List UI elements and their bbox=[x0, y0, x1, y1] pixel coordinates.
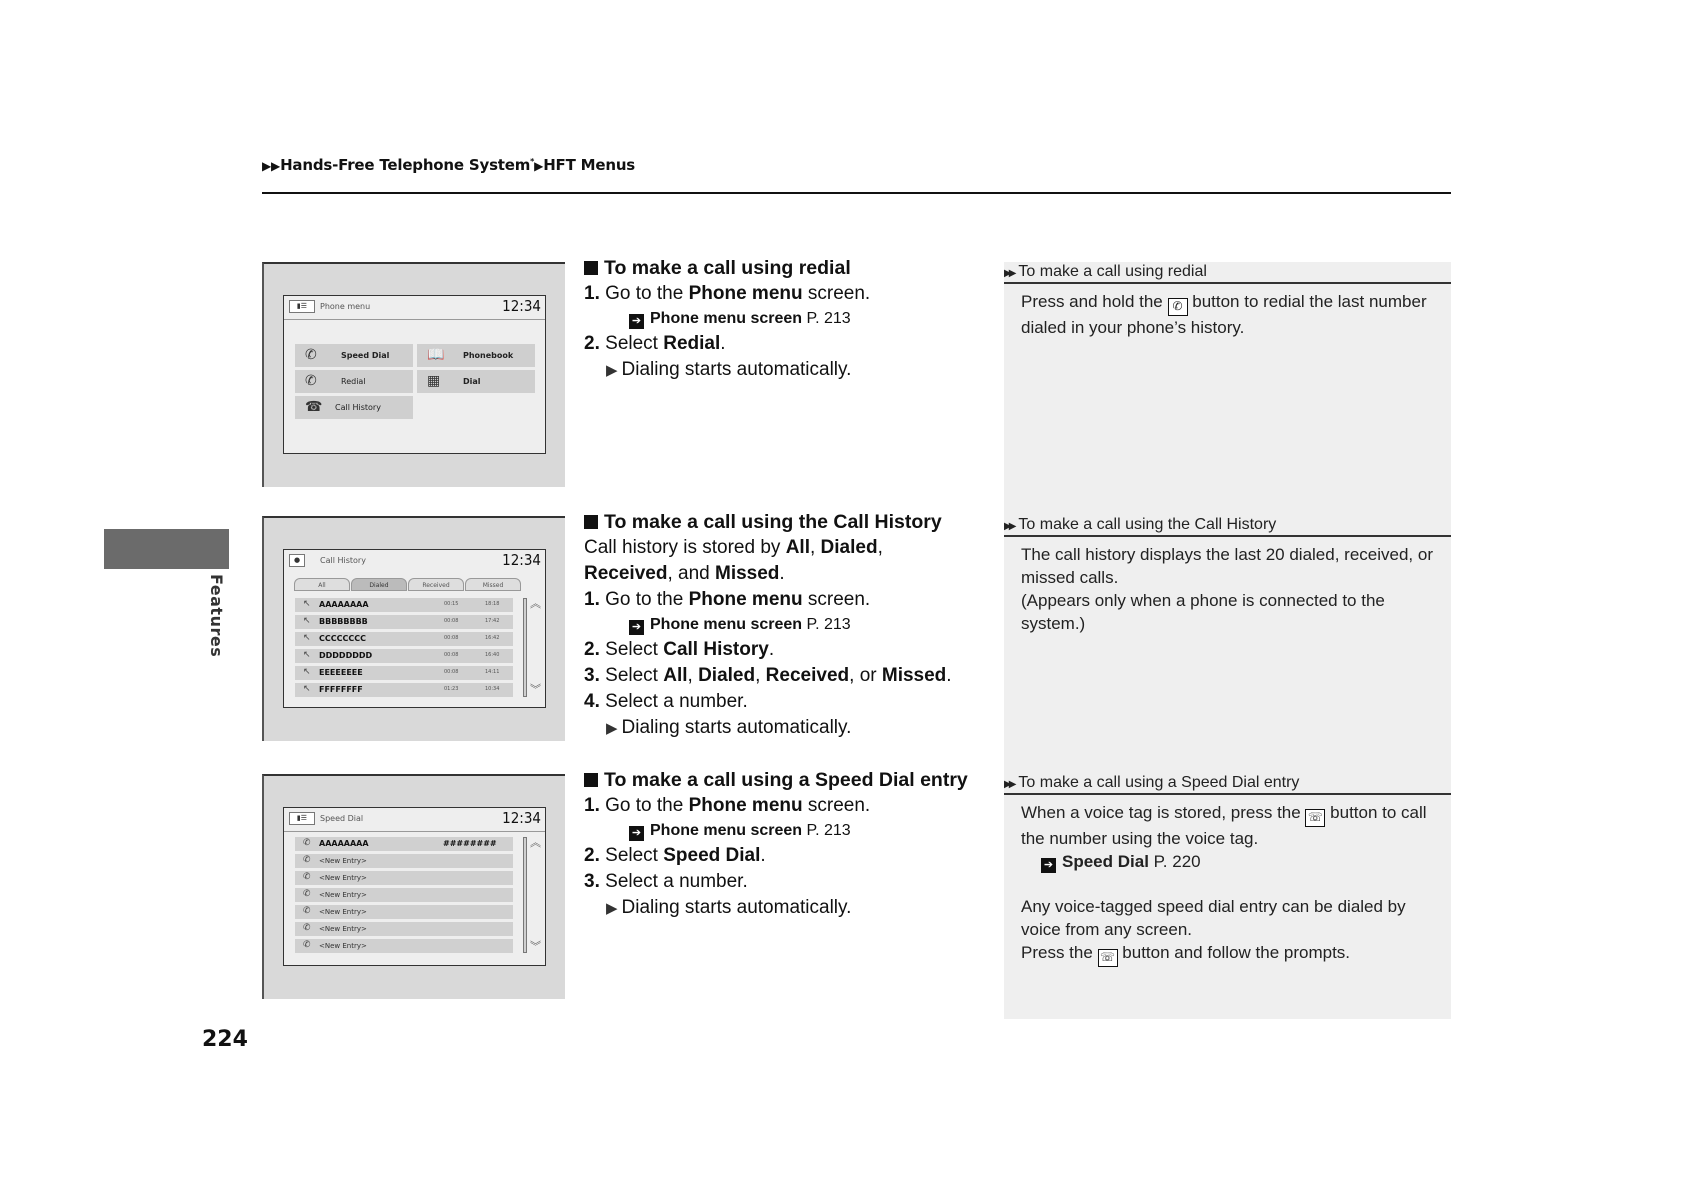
chapter-tab bbox=[104, 529, 229, 569]
phone-menu-reference-link[interactable]: ➔ Phone menu screen P. 213 bbox=[584, 819, 994, 843]
tab-dialed[interactable]: Dialed bbox=[351, 578, 407, 591]
history-row[interactable]: ↖ FFFFFFFF 01:23 10:34 bbox=[295, 683, 513, 697]
phone-icon: ✆ bbox=[303, 838, 311, 848]
bullet-square-icon bbox=[584, 773, 598, 787]
screen-clock: 12:34 bbox=[502, 297, 541, 315]
step-3: 3. Select All, Dialed, Received, or Missed. bbox=[584, 665, 952, 686]
keypad-icon: ▦ bbox=[427, 373, 441, 389]
scroll-up-icon[interactable]: ︽ bbox=[530, 836, 541, 849]
history-tabs bbox=[294, 578, 537, 592]
tab-all[interactable]: All bbox=[294, 578, 350, 591]
result-arrow-icon: ▶ bbox=[606, 720, 618, 737]
history-row[interactable]: ↖ DDDDDDDD 00:08 16:40 bbox=[295, 649, 513, 663]
call-history-screenshot bbox=[262, 516, 565, 741]
redial-button[interactable]: ✆ Redial bbox=[295, 370, 413, 393]
call-history-screen bbox=[283, 549, 546, 708]
speed-dial-row[interactable]: ✆ <New Entry> bbox=[295, 854, 513, 868]
divider bbox=[284, 831, 545, 832]
speed-dial-row[interactable]: ✆ <New Entry> bbox=[295, 922, 513, 936]
reference-arrow-icon: ➔ bbox=[1041, 858, 1056, 873]
breadcrumb-hft-menus[interactable]: HFT Menus bbox=[543, 156, 636, 174]
speed-dial-button[interactable]: ✆ Speed Dial bbox=[295, 344, 413, 367]
tab-missed[interactable]: Missed bbox=[465, 578, 521, 591]
step-4: 4. Select a number. bbox=[584, 691, 748, 712]
phone-icon: ✆ bbox=[303, 906, 311, 916]
screen-header bbox=[284, 550, 545, 572]
reference-arrow-icon: ➔ bbox=[629, 314, 644, 329]
speed-dial-icon: ✆ bbox=[305, 347, 317, 363]
page-number: 224 bbox=[202, 1027, 248, 1052]
outgoing-call-icon: ↖ bbox=[303, 616, 311, 626]
step-1: 1. Go to the Phone menu screen. bbox=[584, 589, 871, 610]
note-body-redial: Press and hold the ✆ button to redial the last number dialed in your phone’s history. bbox=[1021, 292, 1427, 337]
breadcrumb-arrow-icon: ▶ bbox=[534, 159, 544, 173]
note-marker-icon: ▶▶ bbox=[1004, 779, 1014, 790]
note-body-speed-dial: When a voice tag is stored, press the ☏ button to call the number using the voice tag. ➔ Speed Dial P. 220 Any voice-tagged speed dial entry can be dialed by voice from any screen. Press the ☏ button and follow the prompts. bbox=[1021, 801, 1446, 967]
speed-dial-row[interactable]: ✆ <New Entry> bbox=[295, 871, 513, 885]
phone-status-icon: ▮☰ bbox=[289, 300, 315, 313]
phone-menu-screenshot bbox=[262, 262, 565, 487]
note-marker-icon: ▶▶ bbox=[1004, 268, 1014, 279]
phone-status-icon: ● bbox=[289, 554, 305, 567]
note-title-redial: ▶▶ To make a call using redial bbox=[1004, 262, 1451, 284]
speed-dial-section bbox=[584, 767, 994, 922]
screen-clock: 12:34 bbox=[502, 551, 541, 569]
call-history-icon: ☎ bbox=[305, 399, 323, 415]
outgoing-call-icon: ↖ bbox=[303, 667, 311, 677]
section-heading: To make a call using redial bbox=[584, 255, 994, 281]
phone-icon: ✆ bbox=[303, 940, 311, 950]
step-1: 1. Go to the Phone menu screen. bbox=[584, 795, 871, 816]
phone-status-icon: ▮☰ bbox=[289, 812, 315, 825]
call-history-button[interactable]: ☎ Call History bbox=[295, 396, 413, 419]
tab-received[interactable]: Received bbox=[408, 578, 464, 591]
scrollbar[interactable] bbox=[523, 837, 527, 953]
scrollbar[interactable] bbox=[523, 598, 527, 697]
phonebook-button[interactable]: 📖 Phonebook bbox=[417, 344, 535, 367]
phone-menu-reference-link[interactable]: ➔ Phone menu screen P. 213 bbox=[584, 613, 994, 637]
screen-title: Speed Dial bbox=[320, 814, 364, 823]
speed-dial-screen bbox=[283, 807, 546, 966]
step-2: 2. Select Call History. bbox=[584, 639, 775, 660]
phone-menu-screen bbox=[283, 295, 546, 454]
redial-section bbox=[584, 255, 994, 384]
phone-icon: ✆ bbox=[303, 889, 311, 899]
talk-button-icon: ☏ bbox=[1305, 809, 1325, 827]
screen-header bbox=[284, 808, 545, 830]
speed-dial-row[interactable]: ✆ <New Entry> bbox=[295, 939, 513, 953]
phone-icon: ✆ bbox=[303, 872, 311, 882]
speed-dial-row[interactable]: ✆ <New Entry> bbox=[295, 905, 513, 919]
step-2: 2. Select Redial. bbox=[584, 333, 726, 354]
screen-clock: 12:34 bbox=[502, 809, 541, 827]
call-history-section bbox=[584, 509, 994, 742]
scroll-up-icon[interactable]: ︽ bbox=[530, 597, 541, 610]
note-title-call-history: ▶▶ To make a call using the Call History bbox=[1004, 515, 1451, 537]
result-arrow-icon: ▶ bbox=[606, 900, 618, 917]
speed-dial-row[interactable]: ✆ <New Entry> bbox=[295, 888, 513, 902]
screen-header bbox=[284, 296, 545, 318]
dial-button[interactable]: ▦ Dial bbox=[417, 370, 535, 393]
phone-icon: ✆ bbox=[303, 855, 311, 865]
speed-dial-reference-link[interactable]: ➔ Speed Dial P. 220 bbox=[1021, 850, 1446, 873]
redial-icon: ✆ bbox=[305, 373, 317, 389]
breadcrumb-arrow-icon: ▶▶ bbox=[262, 159, 281, 173]
bullet-square-icon bbox=[584, 261, 598, 275]
breadcrumb bbox=[262, 156, 635, 174]
header-rule bbox=[262, 192, 1451, 194]
reference-arrow-icon: ➔ bbox=[629, 826, 644, 841]
speed-dial-row[interactable]: ✆ AAAAAAAA ######## bbox=[295, 837, 513, 851]
step-2: 2. Select Speed Dial. bbox=[584, 845, 766, 866]
note-body-call-history: The call history displays the last 20 dialed, received, or missed calls. (Appears only when a phone is connected to the system.) bbox=[1021, 545, 1433, 633]
chapter-label: Features bbox=[207, 574, 226, 658]
section-heading: To make a call using the Call History bbox=[584, 509, 994, 535]
intro-text: Call history is stored by All, Dialed, Received, and Missed. bbox=[584, 537, 883, 584]
speed-dial-screenshot bbox=[262, 774, 565, 999]
step-3: 3. Select a number. bbox=[584, 871, 748, 892]
outgoing-call-icon: ↖ bbox=[303, 684, 311, 694]
reference-arrow-icon: ➔ bbox=[629, 620, 644, 635]
result-text: ▶ Dialing starts automatically. bbox=[606, 897, 852, 918]
phonebook-icon: 📖 bbox=[427, 347, 445, 363]
phone-button-icon: ✆ bbox=[1168, 298, 1188, 316]
divider bbox=[284, 319, 545, 320]
history-row[interactable]: ↖ EEEEEEEE 00:08 14:11 bbox=[295, 666, 513, 680]
note-marker-icon: ▶▶ bbox=[1004, 521, 1014, 532]
section-heading: To make a call using a Speed Dial entry bbox=[584, 767, 994, 793]
result-arrow-icon: ▶ bbox=[606, 362, 618, 379]
breadcrumb-hft-system[interactable]: Hands-Free Telephone System bbox=[280, 156, 531, 174]
result-text: ▶ Dialing starts automatically. bbox=[606, 717, 852, 738]
bullet-square-icon bbox=[584, 515, 598, 529]
phone-icon: ✆ bbox=[303, 923, 311, 933]
screen-title: Call History bbox=[320, 556, 366, 565]
history-row[interactable]: ↖ AAAAAAAA 00:15 18:18 bbox=[295, 598, 513, 612]
outgoing-call-icon: ↖ bbox=[303, 599, 311, 609]
outgoing-call-icon: ↖ bbox=[303, 633, 311, 643]
screen-title: Phone menu bbox=[320, 302, 371, 311]
phone-menu-reference-link[interactable]: ➔ Phone menu screen P. 213 bbox=[584, 307, 994, 331]
step-1: 1. Go to the Phone menu screen. bbox=[584, 283, 871, 304]
outgoing-call-icon: ↖ bbox=[303, 650, 311, 660]
asterisk-mark: * bbox=[530, 157, 535, 166]
note-title-speed-dial: ▶▶ To make a call using a Speed Dial entry bbox=[1004, 773, 1451, 795]
talk-button-icon: ☏ bbox=[1098, 949, 1118, 967]
scroll-down-icon[interactable]: ︾ bbox=[530, 940, 541, 953]
result-text: ▶ Dialing starts automatically. bbox=[606, 359, 852, 380]
scroll-down-icon[interactable]: ︾ bbox=[530, 683, 541, 696]
history-row[interactable]: ↖ CCCCCCCC 00:08 16:42 bbox=[295, 632, 513, 646]
history-row[interactable]: ↖ BBBBBBBB 00:08 17:42 bbox=[295, 615, 513, 629]
